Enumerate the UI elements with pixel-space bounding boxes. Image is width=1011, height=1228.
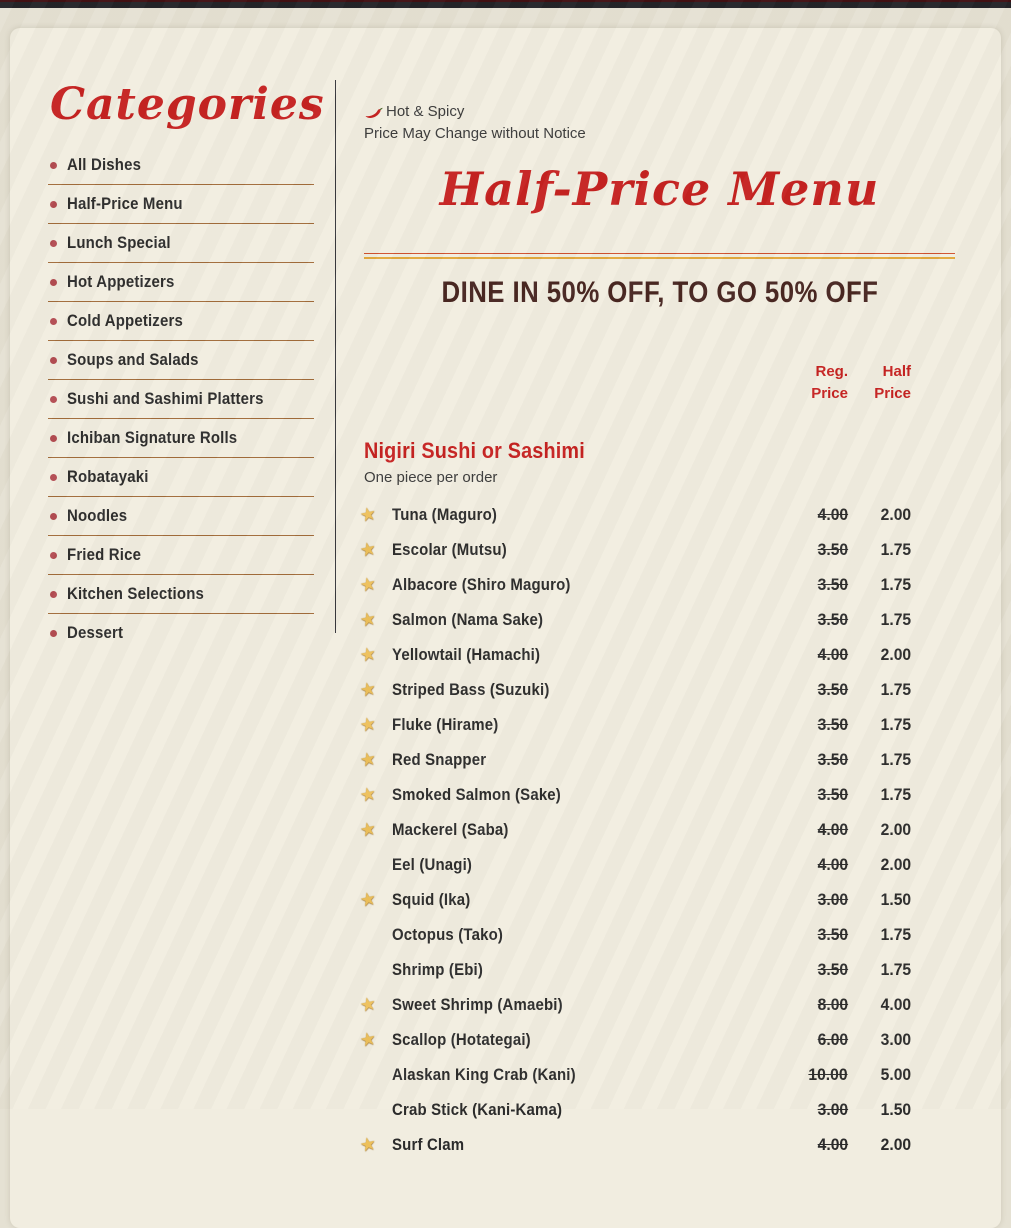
sidebar-item-label: Noodles (67, 506, 128, 525)
bullet-icon (50, 435, 57, 442)
item-name: Squid (Ika) (392, 889, 471, 909)
item-reg-price: 3.50 (817, 924, 848, 944)
bullet-icon (50, 357, 57, 364)
item-half-price: 3.00 (880, 1029, 911, 1049)
item-half-price: 2.00 (880, 644, 911, 664)
item-name: Escolar (Mutsu) (392, 539, 507, 559)
bullet-icon (50, 162, 57, 169)
item-half-price: 1.75 (880, 609, 911, 629)
legend (364, 101, 955, 145)
menu-item-row (364, 847, 955, 882)
item-half-price: 1.75 (880, 679, 911, 699)
sidebar-heading: Categories (50, 79, 325, 130)
item-reg-price: 3.00 (817, 889, 848, 909)
sidebar-item-label: Dessert (67, 623, 124, 642)
categories-sidebar (48, 79, 325, 652)
bullet-icon (50, 318, 57, 325)
category-list (48, 146, 314, 652)
item-half-price: 1.75 (880, 714, 911, 734)
star-icon: ★ (358, 747, 379, 771)
item-name: Alaskan King Crab (Kani) (392, 1064, 576, 1084)
sidebar-divider (335, 80, 336, 633)
sidebar-item-dessert[interactable] (48, 614, 314, 652)
item-half-price: 1.75 (880, 959, 911, 979)
star-icon: ★ (358, 572, 379, 596)
sidebar-item-robatayaki[interactable] (48, 458, 314, 497)
sidebar-item-ichiban-signature-rolls[interactable] (48, 419, 314, 458)
item-reg-price: 3.50 (817, 539, 848, 559)
sidebar-item-hot-appetizers[interactable] (48, 263, 314, 302)
item-reg-price: 8.00 (817, 994, 848, 1014)
item-name: Octopus (Tako) (392, 924, 504, 944)
star-icon: ★ (358, 537, 379, 561)
item-reg-price: 4.00 (817, 644, 848, 664)
sidebar-item-label: Soups and Salads (67, 350, 199, 369)
item-name: Fluke (Hirame) (392, 714, 499, 734)
menu-item-row (364, 952, 955, 987)
item-reg-price: 3.50 (817, 679, 848, 699)
menu-item-row (358, 672, 955, 707)
star-icon: ★ (358, 992, 379, 1016)
item-reg-price: 4.00 (817, 854, 848, 874)
item-half-price: 1.75 (880, 539, 911, 559)
item-name: Sweet Shrimp (Amaebi) (392, 994, 563, 1014)
top-bar (0, 2, 1011, 8)
price-change-notice: Price May Change without Notice (364, 125, 586, 142)
section-note: One piece per order (364, 469, 498, 487)
item-reg-price: 10.00 (808, 1064, 848, 1084)
section-header (364, 438, 955, 489)
menu-item-row (358, 742, 955, 777)
star-icon: ★ (358, 817, 379, 841)
menu-item-row (358, 882, 955, 917)
item-name: Shrimp (Ebi) (392, 959, 484, 979)
menu-item-row (358, 532, 955, 567)
menu-item-row (358, 707, 955, 742)
bullet-icon (50, 240, 57, 247)
item-name: Tuna (Maguro) (392, 504, 498, 524)
star-icon: ★ (358, 712, 379, 736)
menu-item-row (364, 917, 955, 952)
item-reg-price: 3.50 (817, 749, 848, 769)
menu-item-row (358, 567, 955, 602)
bullet-icon (50, 591, 57, 598)
item-reg-price: 4.00 (817, 504, 848, 524)
item-half-price: 2.00 (880, 819, 911, 839)
reg-price-header: Reg. Price (811, 363, 848, 403)
item-half-price: 1.50 (880, 889, 911, 909)
item-name: Crab Stick (Kani-Kama) (392, 1099, 563, 1119)
sidebar-item-label: All Dishes (67, 155, 142, 174)
bullet-icon (50, 630, 57, 637)
sidebar-item-soups-and-salads[interactable] (48, 341, 314, 380)
section-title: Nigiri Sushi or Sashimi (364, 438, 585, 464)
item-name: Smoked Salmon (Sake) (392, 784, 561, 804)
item-reg-price: 3.50 (817, 609, 848, 629)
item-reg-price: 3.00 (817, 1099, 848, 1119)
title-rule (364, 253, 955, 259)
sidebar-item-label: Ichiban Signature Rolls (67, 428, 238, 447)
sidebar-item-label: Fried Rice (67, 545, 142, 564)
item-half-price: 2.00 (880, 854, 911, 874)
menu-item-row (358, 987, 955, 1022)
item-half-price: 1.75 (880, 924, 911, 944)
item-name: Eel (Unagi) (392, 854, 473, 874)
item-reg-price: 3.50 (817, 574, 848, 594)
sidebar-item-label: Kitchen Selections (67, 584, 205, 603)
item-reg-price: 6.00 (817, 1029, 848, 1049)
item-reg-price: 3.50 (817, 784, 848, 804)
chili-pepper-icon (364, 106, 384, 120)
sidebar-item-fried-rice[interactable] (48, 536, 314, 575)
half-price-header: Half Price (874, 363, 911, 403)
price-column-headers (364, 361, 955, 405)
sidebar-item-label: Robatayaki (67, 467, 149, 486)
item-reg-price: 4.00 (817, 1134, 848, 1154)
star-icon: ★ (358, 502, 379, 526)
item-reg-price: 3.50 (817, 959, 848, 979)
sidebar-item-label: Lunch Special (67, 233, 171, 252)
star-icon: ★ (358, 677, 379, 701)
item-name: Striped Bass (Suzuki) (392, 679, 550, 699)
menu-item-row (358, 777, 955, 812)
star-icon: ★ (358, 887, 379, 911)
menu-item-rows (358, 497, 955, 1162)
item-half-price: 1.75 (880, 574, 911, 594)
item-reg-price: 4.00 (817, 819, 848, 839)
item-half-price: 1.75 (880, 784, 911, 804)
star-icon: ★ (358, 607, 379, 631)
star-icon: ★ (358, 642, 379, 666)
item-half-price: 1.50 (880, 1099, 911, 1119)
bullet-icon (50, 513, 57, 520)
sidebar-item-lunch-special[interactable] (48, 224, 314, 263)
sidebar-item-kitchen-selections[interactable] (48, 575, 314, 614)
sidebar-item-label: Hot Appetizers (67, 272, 175, 291)
menu-item-row (364, 1092, 955, 1127)
star-icon: ★ (358, 1132, 379, 1156)
star-icon: ★ (358, 782, 379, 806)
bullet-icon (50, 552, 57, 559)
sidebar-item-half-price-menu[interactable] (48, 185, 314, 224)
item-name: Mackerel (Saba) (392, 819, 509, 839)
page-title: Half-Price Menu (439, 162, 880, 216)
item-half-price: 2.00 (880, 1134, 911, 1154)
star-icon: ★ (358, 1027, 379, 1051)
sidebar-item-cold-appetizers[interactable] (48, 302, 314, 341)
item-name: Scallop (Hotategai) (392, 1029, 531, 1049)
bullet-icon (50, 474, 57, 481)
item-half-price: 5.00 (880, 1064, 911, 1084)
sidebar-item-sushi-and-sashimi-platters[interactable] (48, 380, 314, 419)
item-name: Red Snapper (392, 749, 487, 769)
item-reg-price: 3.50 (817, 714, 848, 734)
bullet-icon (50, 396, 57, 403)
menu-item-row (358, 1127, 955, 1162)
menu-item-row (358, 637, 955, 672)
sidebar-item-label: Half-Price Menu (67, 194, 183, 213)
hot-spicy-label: Hot & Spicy (386, 103, 465, 120)
bullet-icon (50, 201, 57, 208)
item-name: Salmon (Nama Sake) (392, 609, 544, 629)
menu-item-row (358, 812, 955, 847)
item-half-price: 1.75 (880, 749, 911, 769)
menu-item-row (358, 602, 955, 637)
item-half-price: 2.00 (880, 504, 911, 524)
bullet-icon (50, 279, 57, 286)
menu-item-row (358, 1022, 955, 1057)
item-half-price: 4.00 (880, 994, 911, 1014)
item-name: Yellowtail (Hamachi) (392, 644, 541, 664)
sidebar-item-noodles[interactable] (48, 497, 314, 536)
menu-item-row (358, 497, 955, 532)
item-name: Surf Clam (392, 1134, 465, 1154)
sidebar-item-label: Sushi and Sashimi Platters (67, 389, 264, 408)
sidebar-item-label: Cold Appetizers (67, 311, 183, 330)
menu-content (358, 0, 955, 1162)
menu-item-row (364, 1057, 955, 1092)
menu-subtitle: DINE IN 50% OFF, TO GO 50% OFF (441, 276, 878, 310)
item-name: Albacore (Shiro Maguro) (392, 574, 571, 594)
sidebar-item-all-dishes[interactable] (48, 146, 314, 185)
